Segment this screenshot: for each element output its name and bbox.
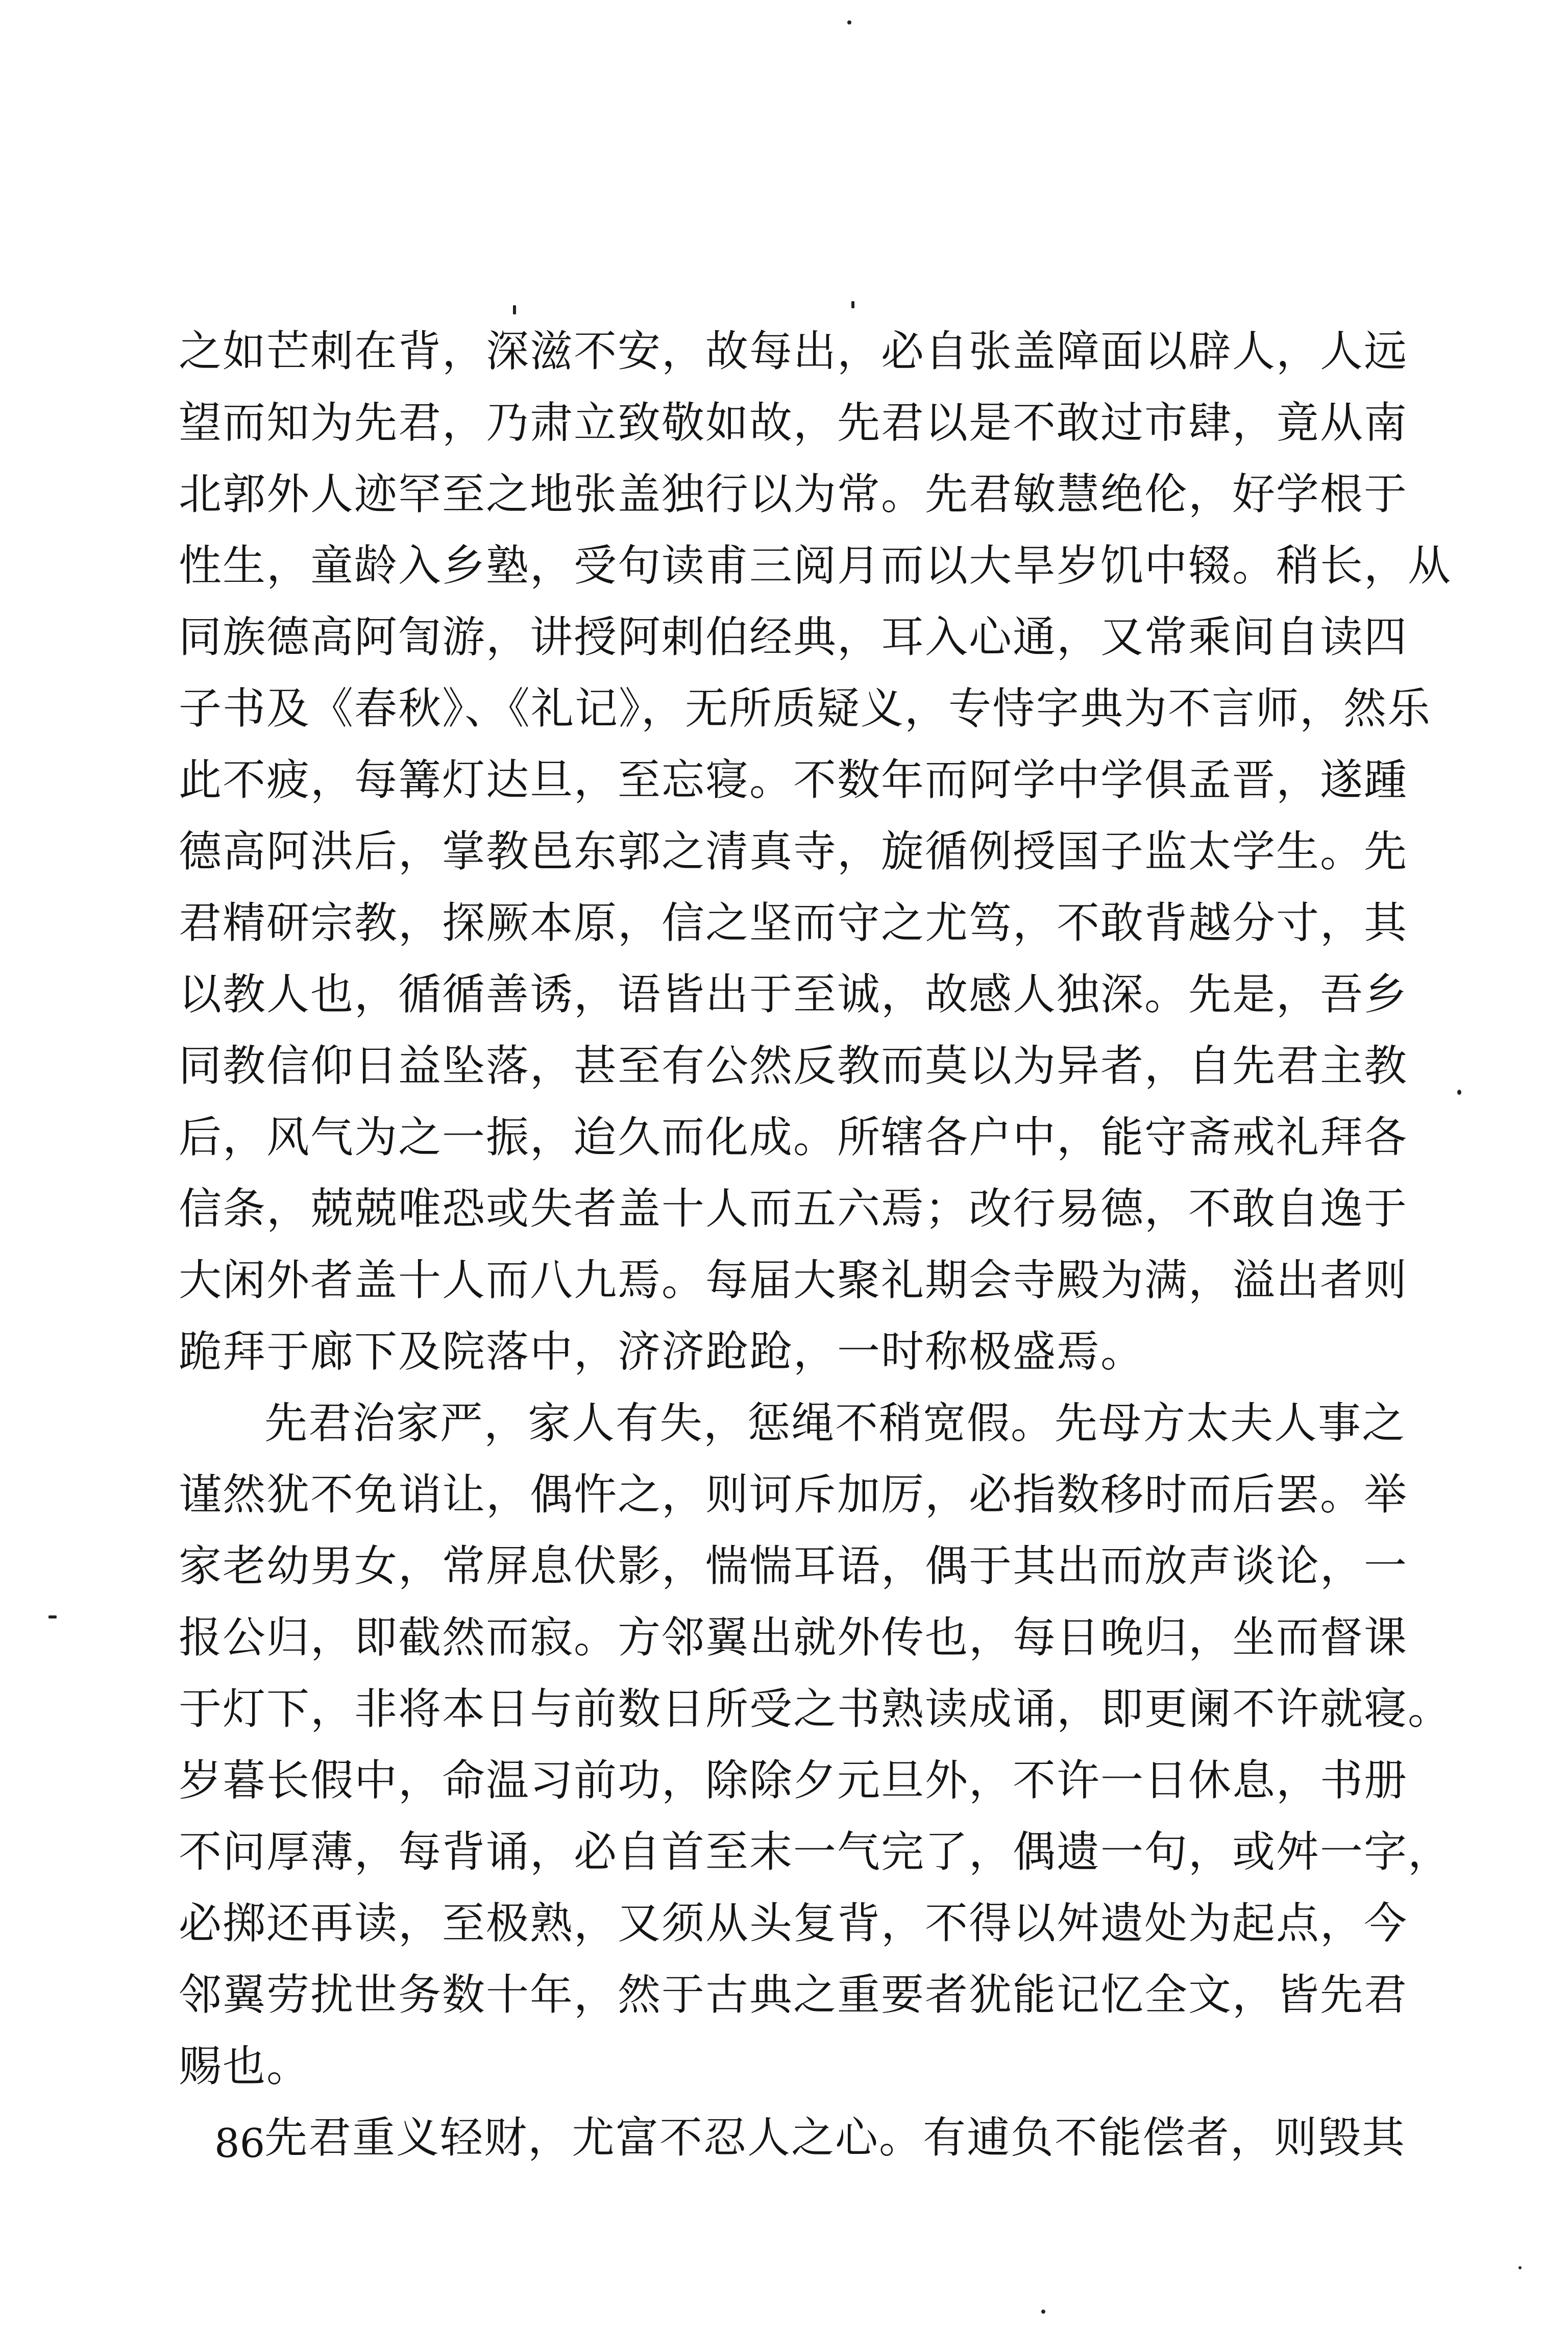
scan-speck — [851, 301, 854, 308]
paragraph-1 — [179, 315, 1452, 1387]
text-line: 以教人也，循循善诱，语皆出于至诚，故感人独深。先是，吾乡 — [179, 969, 1408, 1019]
text-line: 于灯下，非将本日与前数日所受之书熟读成诵，即更阑不许就寝。 — [179, 1684, 1452, 1734]
scan-speck — [1457, 1090, 1461, 1095]
text-line: 后，风气为之一振，迨久而化成。所辖各户中，能守斋戒礼拜各 — [179, 1112, 1408, 1162]
text-line: 赐也。 — [179, 2041, 311, 2091]
text-line: 必掷还再读，至极熟，又须从头复背，不得以舛遗处为起点，今 — [179, 1898, 1408, 1948]
scan-speck — [48, 1615, 57, 1618]
text-line: 信条，兢兢唯恐或失者盖十人而五六焉；改行易德，不敢自逸于 — [179, 1184, 1408, 1234]
body-text — [179, 315, 1452, 2173]
scan-speck — [847, 20, 851, 24]
text-line: 先君治家严，家人有失，惩绳不稍宽假。先母方太夫人事之 — [264, 1398, 1406, 1448]
scan-speck — [1041, 2310, 1045, 2314]
paragraph-2 — [179, 1387, 1452, 2102]
text-line: 谨然犹不免诮让，偶忤之，则诃斥加厉，必指数移时而后罢。举 — [179, 1469, 1408, 1519]
text-line: 子书及《春秋》、《礼记》，无所质疑义，专恃字典为不言师，然乐 — [179, 683, 1432, 733]
paragraph-3 — [179, 2102, 1406, 2173]
text-line: 德高阿洪后，掌教邑东郭之清真寺，旋循例授国子监太学生。先 — [179, 826, 1408, 876]
scan-speck — [1518, 2266, 1522, 2269]
text-line: 北郭外人迹罕至之地张盖独行以为常。先君敏慧绝伦，好学根于 — [179, 469, 1408, 519]
text-line: 邻翼劳扰世务数十年，然于古典之重要者犹能记忆全文，皆先君 — [179, 1970, 1408, 2020]
text-line: 岁暮长假中，命温习前功，除除夕元旦外，不许一日休息，书册 — [179, 1755, 1408, 1805]
text-line: 跪拜于廊下及院落中，济济跄跄，一时称极盛焉。 — [179, 1327, 1145, 1377]
text-line: 之如芒刺在背，深滋不安，故每出，必自张盖障面以辟人，人远 — [179, 326, 1408, 376]
text-line: 家老幼男女，常屏息伏影，惴惴耳语，偶于其出而放声谈论，一 — [179, 1541, 1408, 1591]
page-number: 86 — [214, 2121, 265, 2167]
text-line: 同族德高阿訇游，讲授阿剌伯经典，耳入心通，又常乘间自读四 — [179, 612, 1408, 662]
text-line: 先君重义轻财，尤富不忍人之心。有逋负不能偿者，则毁其 — [264, 2113, 1406, 2163]
text-line: 大闲外者盖十人而八九焉。每届大聚礼期会寺殿为满，溢出者则 — [179, 1255, 1408, 1305]
text-line: 望而知为先君，乃肃立致敬如故，先君以是不敢过市肆，竟从南 — [179, 398, 1408, 448]
scan-speck — [513, 305, 516, 314]
text-line: 君精研宗教，探厥本原，信之坚而守之尤笃，不敢背越分寸，其 — [179, 898, 1408, 948]
text-line: 不问厚薄，每背诵，必自首至末一气完了，偶遗一句，或舛一字， — [179, 1827, 1452, 1877]
text-line: 此不疲，每篝灯达旦，至忘寝。不数年而阿学中学俱孟晋，遂踵 — [179, 755, 1408, 805]
text-line: 报公归，即截然而寂。方邻翼出就外传也，每日晚归，坐而督课 — [179, 1612, 1408, 1662]
text-line: 同教信仰日益坠落，甚至有公然反教而莫以为异者，自先君主教 — [179, 1041, 1408, 1091]
text-line: 性生，童龄入乡塾，受句读甫三阅月而以大旱岁饥中辍。稍长，从 — [179, 541, 1452, 591]
